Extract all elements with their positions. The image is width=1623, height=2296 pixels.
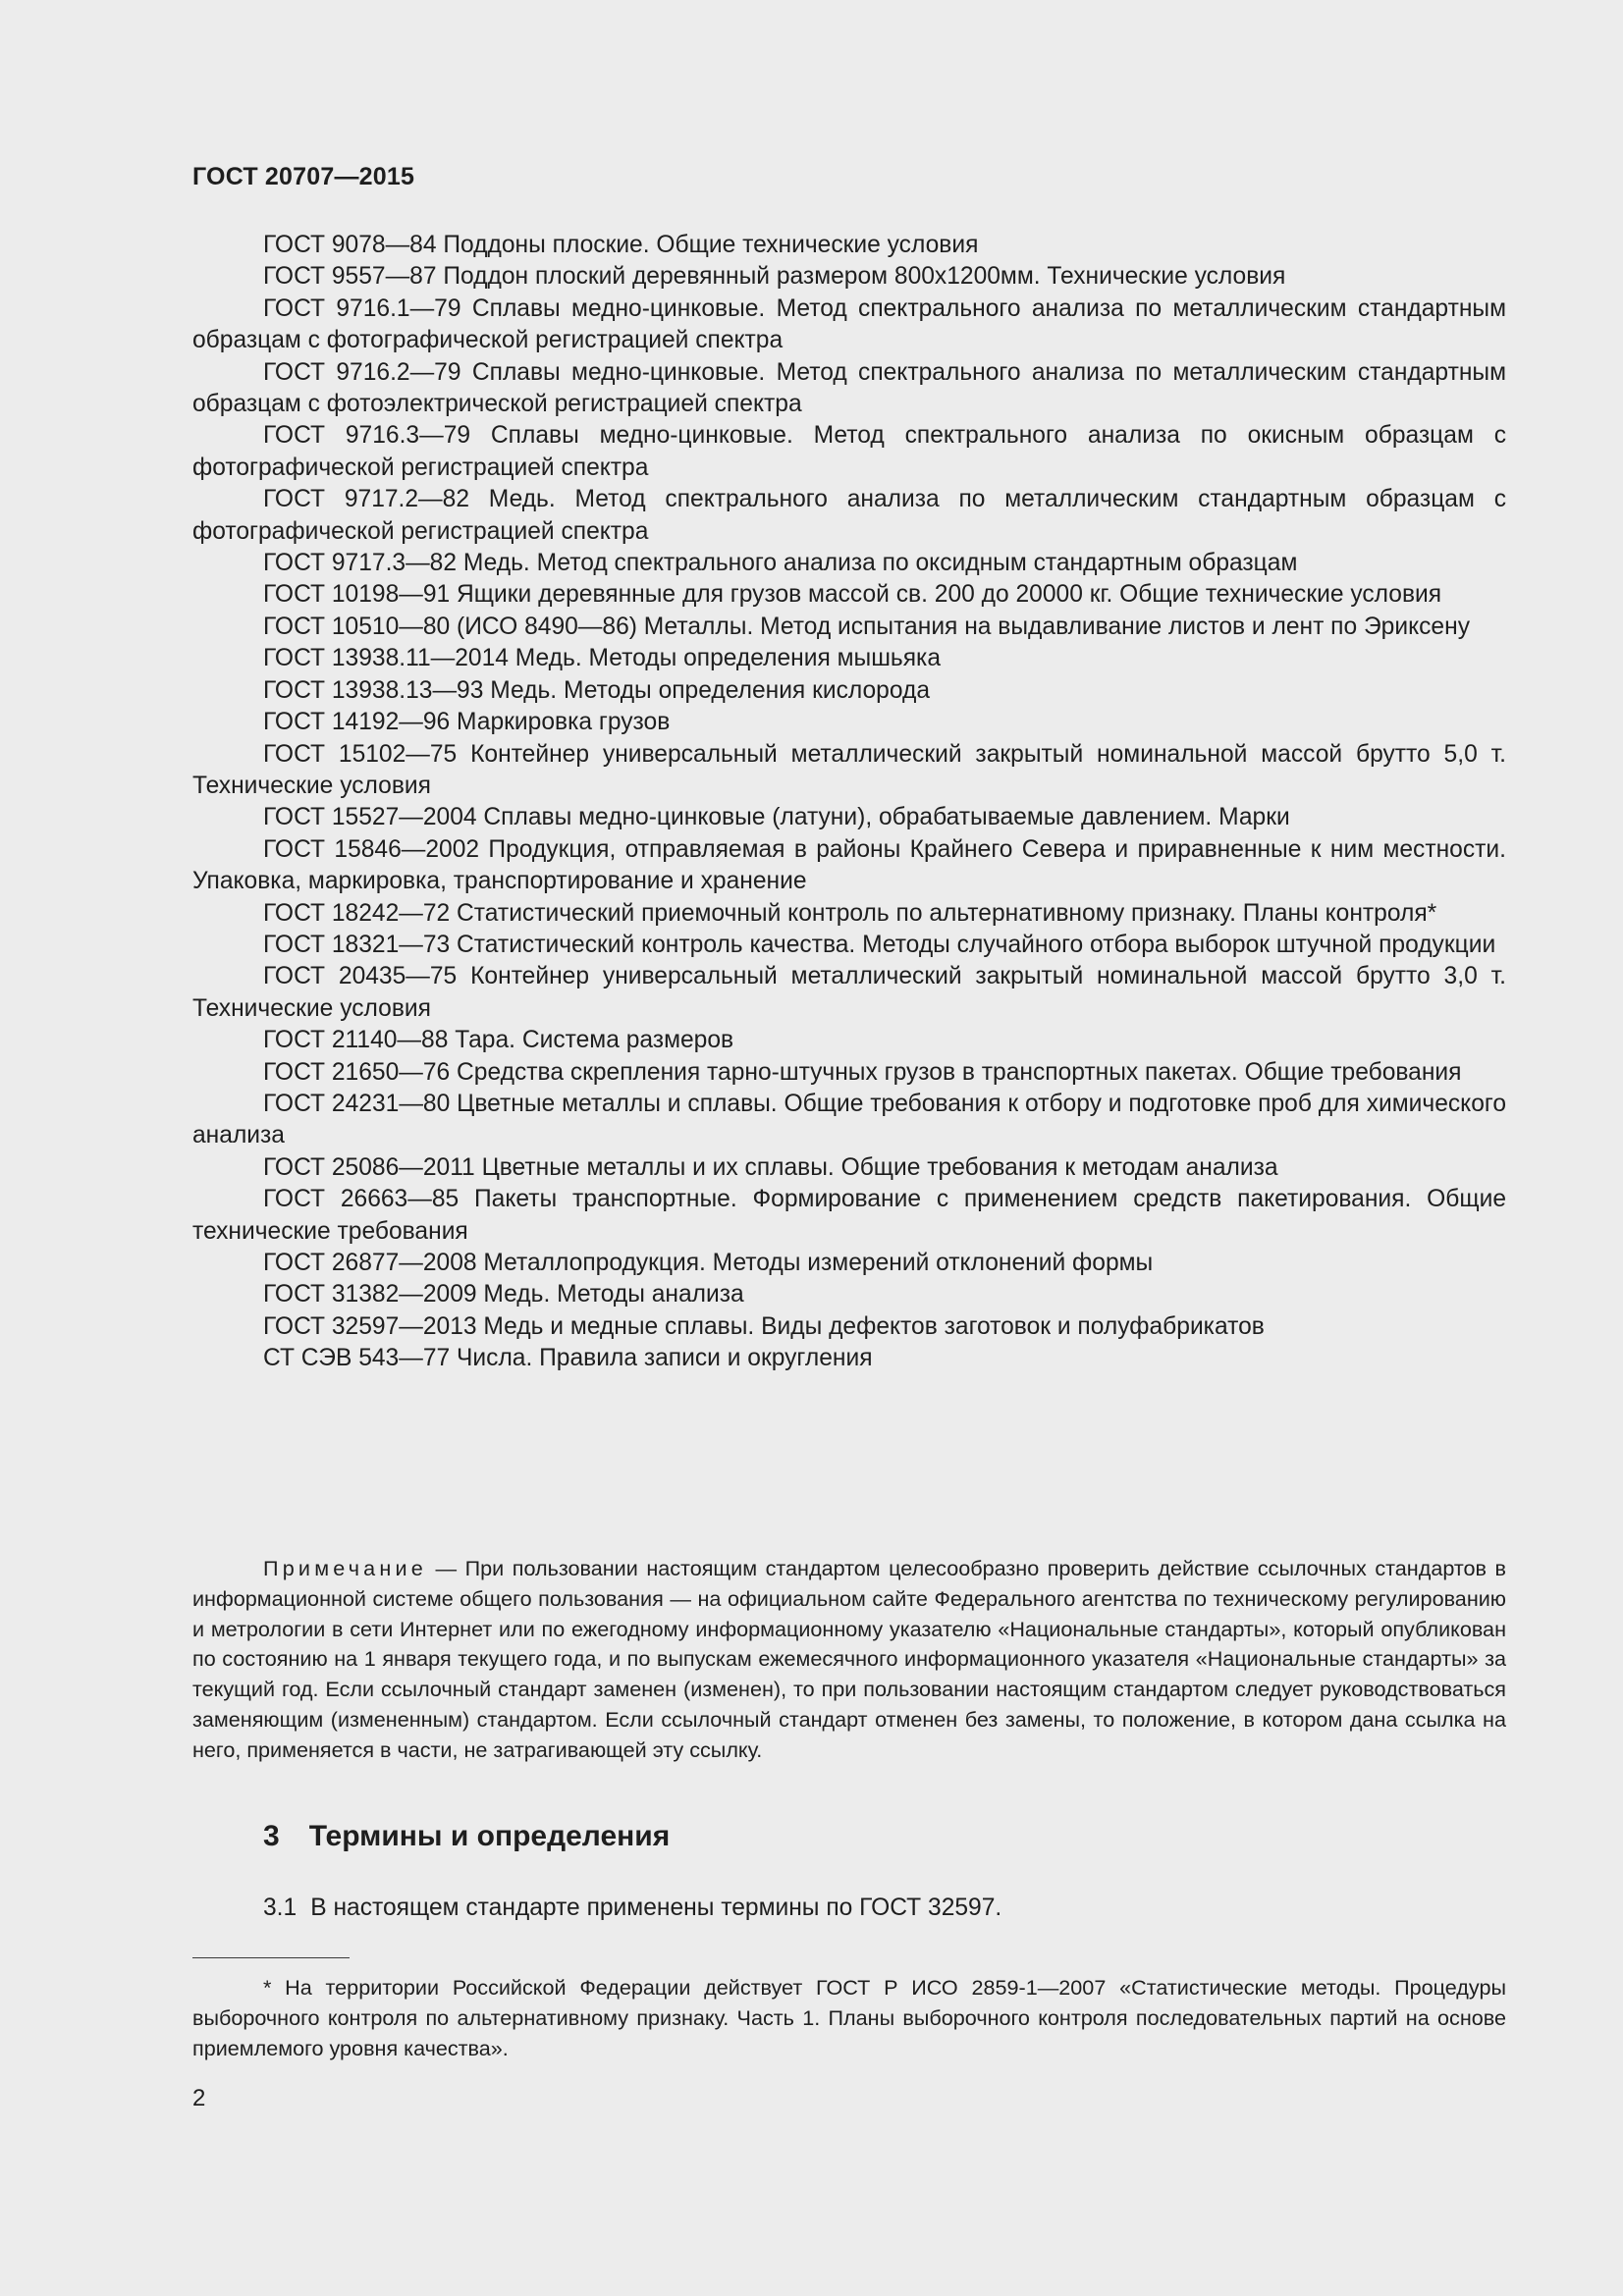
reference-item: ГОСТ 15527—2004 Сплавы медно-цинковые (латуни), обрабатываемые давлением. Марки (263, 804, 1290, 831)
note-text: — При пользовании настоящим стандартом целесообразно проверить действие ссылочных стандартов в информационной системе общего пользования — на официальном сайте Федерального агентства по техническому регулированию и метрологии в сети Интернет или по ежегодному информационному указателю «Национальные стандарты», который опубликован по состоянию на 1 января текущего года, и по выпускам ежемесячного информационного указателя «Национальные стандарты» за текущий год. Если ссылочный стандарт заменен (изменен), то при пользовании настоящим стандартом следует руководствоваться заменяющим (измененным) стандартом. Если ссылочный стандарт отменен без замены, то положение, в котором дана ссылка на него, применяется в части, не затрагивающей эту ссылку. (192, 1556, 1507, 1762)
clause-number: 3.1 (263, 1895, 298, 1921)
reference-item: ГОСТ 9716.3—79 Сплавы медно-цинковые. Метод спектрального анализа по окисным образцам с фотографической регистрацией спектра (192, 422, 1506, 481)
reference-item: ГОСТ 21650—76 Средства скрепления тарно-штучных грузов в транспортных пакетах. Общие требования (263, 1058, 1462, 1086)
reference-item: ГОСТ 9716.1—79 Сплавы медно-цинковые. Метод спектрального анализа по металлическим стандартным образцам с фотографической регистрацией спектра (192, 294, 1506, 354)
section-number: 3 (263, 1820, 280, 1852)
reference-item: ГОСТ 18321—73 Статистический контроль качества. Методы случайного отбора выборок штучной продукции (263, 931, 1496, 958)
reference-item: ГОСТ 21140—88 Тара. Система размеров (263, 1027, 734, 1054)
reference-item: ГОСТ 10198—91 Ящики деревянные для грузов массой св. 200 до 20000 кг. Общие технические условия (263, 581, 1442, 609)
reference-item: ГОСТ 26663—85 Пакеты транспортные. Формирование с применением средств пакетирования. Общие технические требования (192, 1186, 1506, 1245)
reference-item: СТ СЭВ 543—77 Числа. Правила записи и округления (263, 1345, 873, 1372)
reference-item: ГОСТ 31382—2009 Медь. Методы анализа (263, 1281, 744, 1308)
reference-item: ГОСТ 18242—72 Статистический приемочный контроль по альтернативному признаку. Планы контроля* (263, 899, 1437, 927)
reference-item: ГОСТ 15846—2002 Продукция, отправляемая в районы Крайнего Севера и приравненные к ним местности. Упаковка, маркировка, транспортирование и хранение (192, 835, 1506, 895)
footnote: * На территории Российской Федерации действует ГОСТ Р ИСО 2859-1—2007 «Статистические методы. Процедуры выборочного контроля по альтернативному признаку. Часть 1. Планы выборочного контроля последовательных партий на основе приемлемого уровня качества». (192, 1975, 1506, 2060)
section-heading (263, 1820, 670, 1853)
page-number: 2 (192, 2085, 206, 2111)
clause-3-1 (263, 1895, 1001, 1922)
reference-item: ГОСТ 9557—87 Поддон плоский деревянный размером 800х1200мм. Технические условия (263, 263, 1286, 291)
footnote-separator (192, 1957, 350, 1958)
reference-item: ГОСТ 15102—75 Контейнер универсальный металлический закрытый номинальной массой брутто 5,0 т. Технические условия (192, 740, 1506, 799)
reference-item: ГОСТ 24231—80 Цветные металлы и сплавы. Общие требования к отбору и подготовке проб для химического анализа (192, 1090, 1506, 1149)
reference-item: ГОСТ 14192—96 Маркировка грузов (263, 709, 671, 736)
clause-text: В настоящем стандарте применены термины по ГОСТ 32597. (310, 1895, 1002, 1921)
reference-item: ГОСТ 20435—75 Контейнер универсальный металлический закрытый номинальной массой брутто 3,0 т. Технические условия (192, 963, 1506, 1022)
normative-references-list (192, 230, 1506, 1375)
reference-item: ГОСТ 13938.11—2014 Медь. Методы определения мышьяка (263, 645, 942, 672)
note-paragraph (192, 1554, 1506, 1766)
reference-item: ГОСТ 9717.3—82 Медь. Метод спектрального анализа по оксидным стандартным образцам (263, 550, 1298, 577)
reference-item: ГОСТ 9078—84 Поддоны плоские. Общие технические условия (263, 232, 979, 258)
reference-item: ГОСТ 10510—80 (ИСО 8490—86) Металлы. Метод испытания на выдавливание листов и лент по Эриксену (263, 613, 1470, 640)
page-header: ГОСТ 20707—2015 (192, 163, 415, 190)
reference-item: ГОСТ 9717.2—82 Медь. Метод спектрального анализа по металлическим стандартным образцам с фотографической регистрацией спектра (192, 486, 1506, 545)
reference-item: ГОСТ 13938.13—93 Медь. Методы определения кислорода (263, 676, 931, 704)
reference-item: ГОСТ 9716.2—79 Сплавы медно-цинковые. Метод спектрального анализа по металлическим стандартным образцам с фотоэлектрической регистрацией спектра (192, 358, 1506, 418)
reference-item: ГОСТ 26877—2008 Металлопродукция. Методы измерений отклонений формы (263, 1250, 1154, 1276)
reference-item: ГОСТ 32597—2013 Медь и медные сплавы. Виды дефектов заготовок и полуфабрикатов (263, 1312, 1265, 1340)
reference-item: ГОСТ 25086—2011 Цветные металлы и их сплавы. Общие требования к методам анализа (263, 1153, 1278, 1181)
section-title-text: Термины и определения (308, 1820, 671, 1852)
note-label: Примечание (263, 1556, 427, 1580)
